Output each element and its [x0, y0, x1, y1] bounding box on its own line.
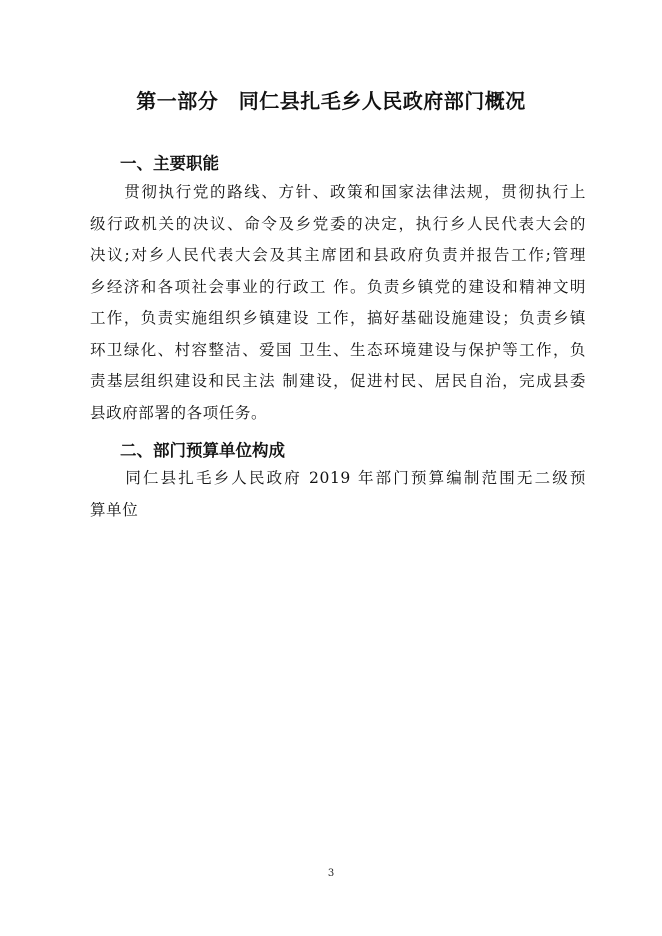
- paragraph-line: 决议;对乡人民代表大会及其主席团和县政府负责并报告工作;管理: [90, 246, 586, 264]
- paragraph-line: 算单位: [90, 500, 139, 519]
- paragraph-line: 级行政机关的决议、命令及乡党委的决定，执行乡人民代表大会的: [90, 214, 586, 233]
- paragraph-line: 贯彻执行党的路线、方针、政策和国家法律法规，贯彻执行上: [90, 183, 586, 201]
- section-heading-budget-units: 二、部门预算单位构成: [120, 441, 285, 460]
- paragraph-line: 责基层组织建设和民主法 制建设，促进村民、居民自治，完成县委: [90, 372, 586, 390]
- page-number: 3: [327, 868, 335, 879]
- paragraph-line: 乡经济和各项社会事业的行政工 作。负责乡镇党的建设和精神文明: [90, 277, 586, 296]
- paragraph-line: 环卫绿化、村容整洁、爱国 卫生、生态环境建设与保护等工作，负: [90, 340, 586, 359]
- paragraph-line: 同仁县扎毛乡人民政府 2019 年部门预算编制范围无二级预: [90, 469, 586, 487]
- paragraph-line: 县政府部署的各项任务。: [90, 403, 268, 422]
- section-heading-main-functions: 一、主要职能: [120, 154, 219, 173]
- paragraph-line: 工作，负责实施组织乡镇建设 工作，搞好基础设施建设；负责乡镇: [90, 309, 586, 327]
- paragraph-budget-units: [90, 463, 586, 526]
- paragraph-main-functions: [90, 177, 586, 429]
- page-title: 第一部分 同仁县扎毛乡人民政府部门概况: [136, 89, 526, 113]
